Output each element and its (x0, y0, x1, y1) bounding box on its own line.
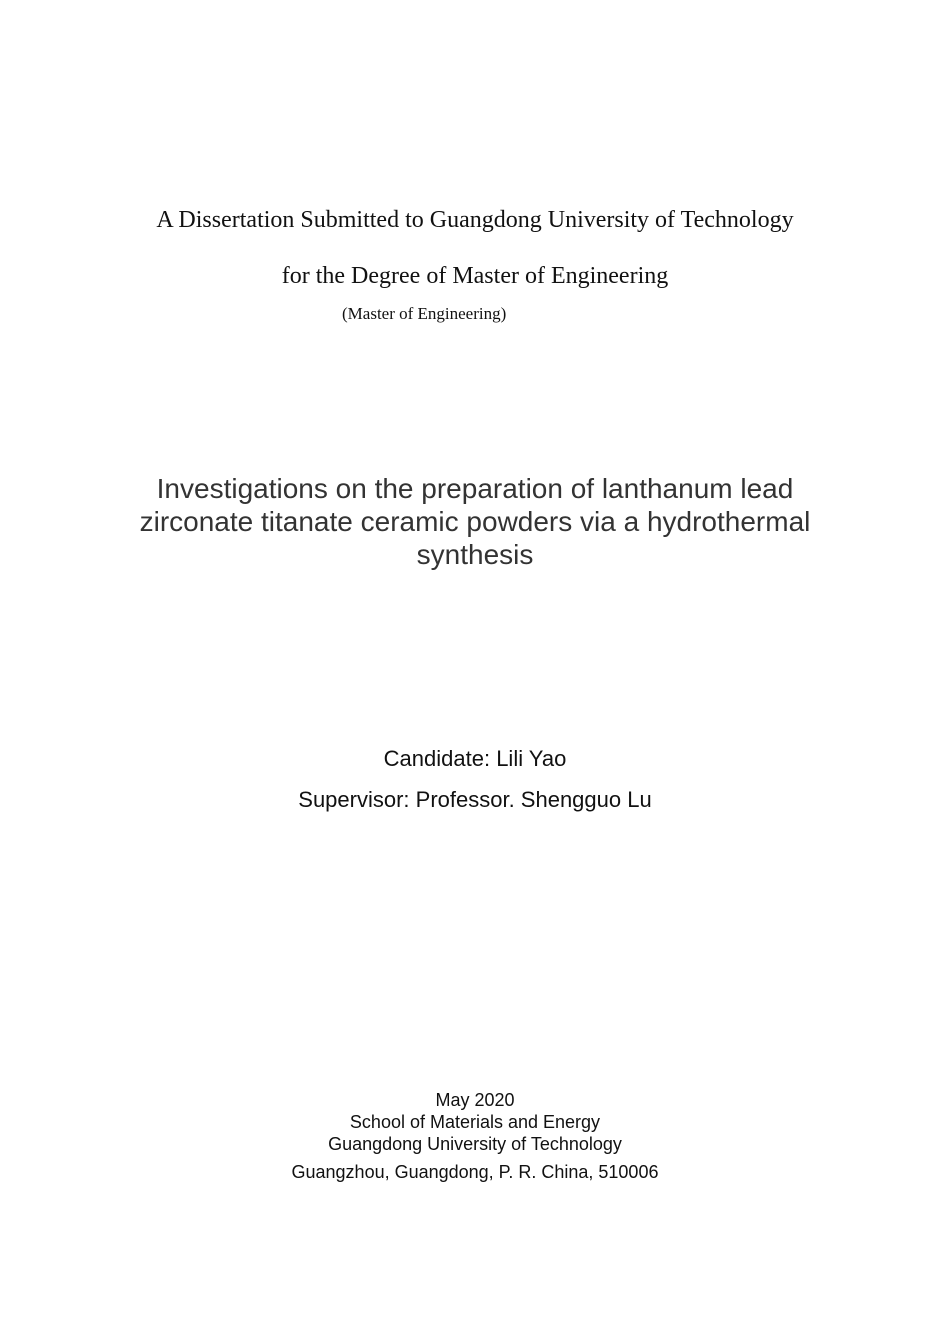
thesis-title (95, 472, 855, 571)
dissertation-statement-line2: for the Degree of Master of Engineering (281, 263, 669, 289)
school-name: School of Materials and Energy (349, 1112, 601, 1132)
postal-address: Guangzhou, Guangdong, P. R. China, 510006 (291, 1162, 659, 1182)
submission-date: May 2020 (435, 1090, 515, 1110)
degree-parenthetical: (Master of Engineering) (342, 304, 507, 323)
university-name: Guangdong University of Technology (328, 1134, 622, 1154)
candidate-name: Candidate: Lili Yao (383, 746, 567, 771)
dissertation-statement-line1: A Dissertation Submitted to Guangdong University of Technology (156, 207, 794, 233)
thesis-title-line2: zirconate titanate ceramic powders via a hydrothermal (139, 506, 811, 537)
thesis-title-line3: synthesis (416, 539, 534, 570)
thesis-title-line1: Investigations on the preparation of lanthanum lead (156, 473, 794, 504)
supervisor-name: Supervisor: Professor. Shengguo Lu (298, 787, 652, 812)
